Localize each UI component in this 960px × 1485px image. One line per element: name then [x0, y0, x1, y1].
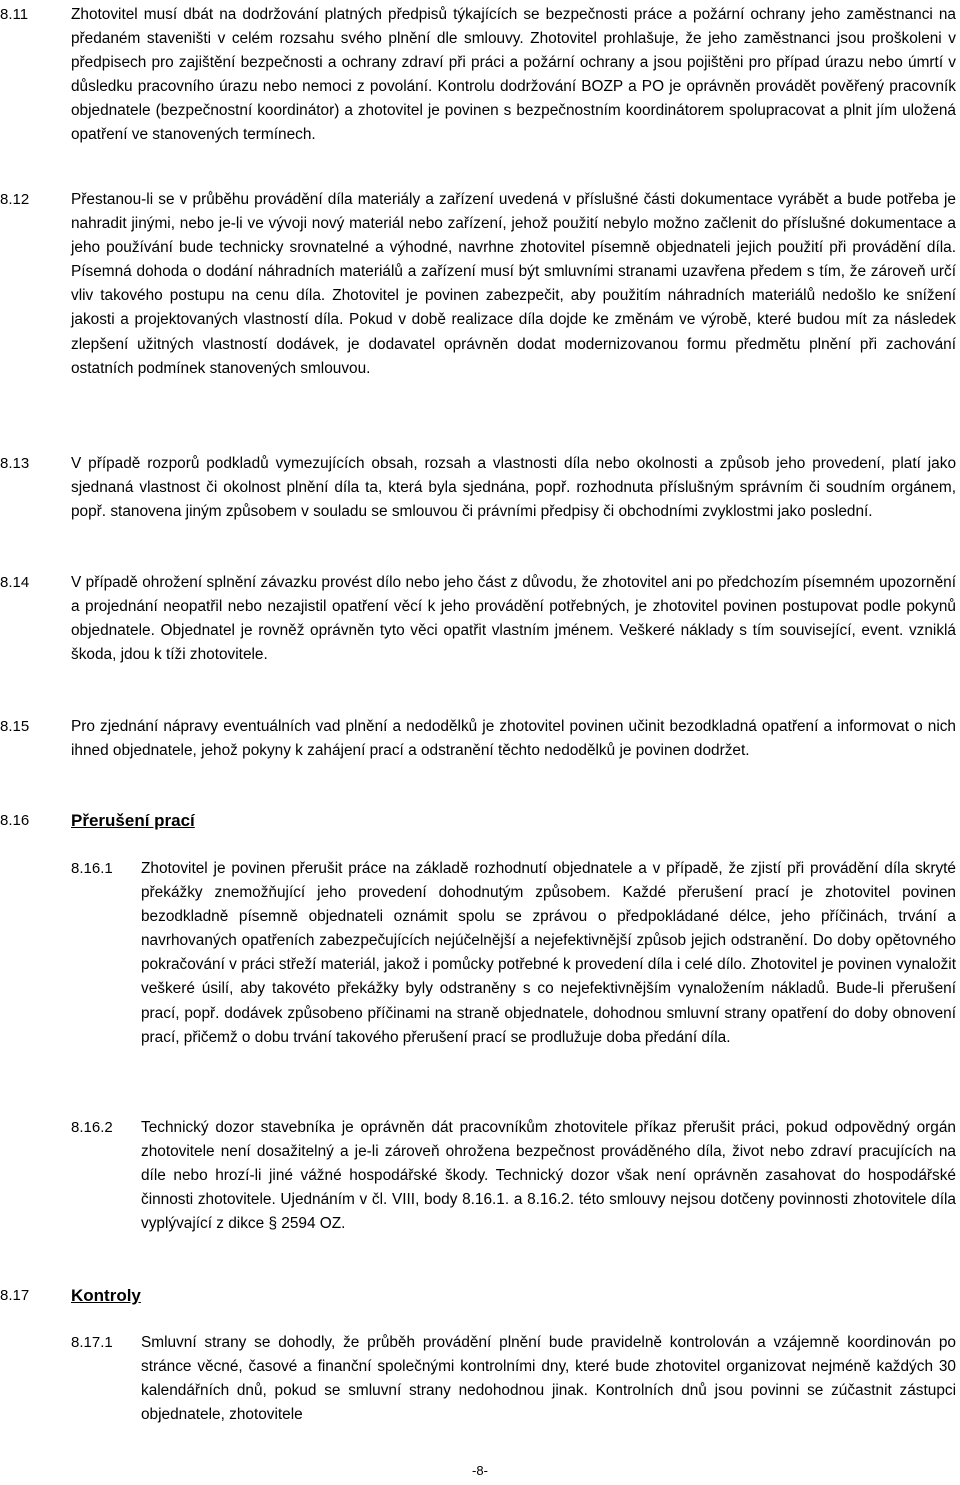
section-text: Zhotovitel musí dbát na dodržování platných předpisů týkajících se bezpečnosti práce a požární ochrany jeho zaměstnanci na předaném staveništi v celém rozsahu svého plnění dle smlouvy. Zhotovitel prohlašuje, že jeho zaměstnanci jsou proškoleni v předpisech pro zajištění bezpečnosti a ochrany zdraví při práci a požární ochrany a jsou pojištěni pro případ úrazu nebo úmrtí v důsledku pracovního úrazu nebo nemoci z povolání. Kontrolu dodržování BOZP a PO je oprávněn provádět pověřený pracovník objednatele (bezpečnostní koordinátor) a zhotovitel je povinen s bezpečnostním koordinátorem spolupracovat a plnit jím uložená opatření ve stanovených termínech. — [71, 6, 956, 144]
section-number: 8.16 — [0, 812, 30, 829]
section-text: V případě rozporů podkladů vymezujících obsah, rozsah a vlastnosti díla nebo okolnosti a způsob jeho provedení, platí jako sjednaná vlastnost či okolnost plnění díla ta, která byla sjednána, popř. rozhodnuta příslušným správním či soudním orgánem, popř. stanovena jiným způsobem v souladu se smlouvou či právními předpisy či obchodními zvyklostmi jako poslední. — [71, 455, 956, 521]
section-text: V případě ohrožení splnění závazku provést dílo nebo jeho část z důvodu, že zhotovitel ani po předchozím písemném upozornění a projednání neopatřil nebo nezajistil opatření věcí k jeho provádění potřebných, je zhotovitel povinen postupovat podle pokynů objednatele. Objednatel je rovněž oprávněn tyto věci opatřit vlastním jménem. Veškeré náklady s tím související, event. vzniklá škoda, jdou k tíži zhotovitele. — [71, 574, 956, 664]
section-number: 8.15 — [0, 718, 30, 735]
section-text: Pro zjednání nápravy eventuálních vad plnění a nedodělků je zhotovitel povinen učinit bezodkladná opatření a informovat o nich ihned objednatele, jehož pokyny k zahájení prací a odstranění těchto nedodělků je povinen dodržet. — [71, 718, 956, 760]
subsection-text: Smluvní strany se dohodly, že průběh provádění plnění bude pravidelně kontrolován a vzájemně koordinován po stránce věcné, časové a finanční společnými kontrolními dny, které bude zhotovitel organizovat nejméně každých 30 kalendářních dnů, pokud se smluvní strany nedohodnou jinak. Kontrolních dnů jsou povinni se zúčastnit zástupci objednatele, zhotovitele — [141, 1334, 956, 1424]
section-heading: Kontroly — [71, 1286, 141, 1305]
section-text: Přestanou-li se v průběhu provádění díla materiály a zařízení uvedená v příslušné části dokumentace vyrábět a bude potřeba je nahradit jinými, nebo je-li ve vývoji nový materiál nebo zařízení, jehož použití nebylo možno začlenit do příslušné dokumentace a jeho používání bude technicky srovnatelné a výhodné, navrhne zhotovitel písemně objednateli jejich použití při provádění díla. Písemná dohoda o dodání náhradních materiálů a zařízení musí být smluvními stranami uzavřena předem s tím, že zároveň určí vliv takového postupu na cenu díla. Zhotovitel je povinen zabezpečit, aby použitím náhradních materiálů nedošlo ke snížení jakosti a projektovaných vlastností díla. Pokud v době realizace díla dojde ke změnám ve výrobě, které budou mít za následek zlepšení užitných vlastností dodávek, je dodavatel oprávněn dodat modernizovanou formu předmětu plnění při zachování ostatních podmínek stanovených smlouvou. — [71, 191, 956, 377]
section-number: 8.14 — [0, 574, 30, 591]
section-number: 8.11 — [0, 6, 29, 23]
subsection-number: 8.17.1 — [71, 1334, 113, 1351]
subsection-text: Zhotovitel je povinen přerušit práce na základě rozhodnutí objednatele a v případě, že zjistí při provádění díla skryté překážky znemožňující jeho provedení dohodnutým způsobem. Každé přerušení prací je zhotovitel povinen bezodkladně písemně objednateli oznámit spolu se zprávou o předpokládané délce, jeho příčinách, trvání a navrhovaných opatřeních zabezpečujících nejúčelnější a nejefektivnější způsob jejich odstranění. Do doby opětovného pokračování v práci střeží materiál, jakož i pomůcky potřebné k provedení díla i celé dílo. Zhotovitel je povinen vynaložit veškeré úsilí, aby takovéto překážky byly odstraněny s co nejefektivnějším vynaložením nákladů. Bude-li přerušení prací, popř. dodávek způsobeno příčinami na straně objednatele, dohodnou smluvní strany opatření do doby obnovení prací, přičemž o dobu trvání takového přerušení prací se prodlužuje doba předání díla. — [141, 860, 956, 1046]
subsection-number: 8.16.1 — [71, 860, 113, 877]
section-heading: Přerušení prací — [71, 811, 195, 830]
section-number: 8.12 — [0, 191, 30, 208]
subsection-text: Technický dozor stavebníka je oprávněn dát pracovníkům zhotovitele příkaz přerušit práci, pokud odpovědný orgán zhotovitele není dosažitelný a je-li zároveň ohrožena bezpečnost prováděného díla, život nebo zdraví pracujících na díle nebo hrozí-li jiné vážné hospodářské škody. Technický dozor však není oprávněn zasahovat do hospodářské činnosti zhotovitele. Ujednáním v čl. VIII, body 8.16.1. a 8.16.2. této smlouvy nejsou dotčeny povinnosti zhotovitele díla vyplývající z dikce § 2594 OZ. — [141, 1119, 956, 1233]
section-number: 8.17 — [0, 1287, 30, 1304]
section-number: 8.13 — [0, 455, 30, 472]
subsection-number: 8.16.2 — [71, 1119, 113, 1136]
page-number: -8- — [472, 1463, 488, 1478]
